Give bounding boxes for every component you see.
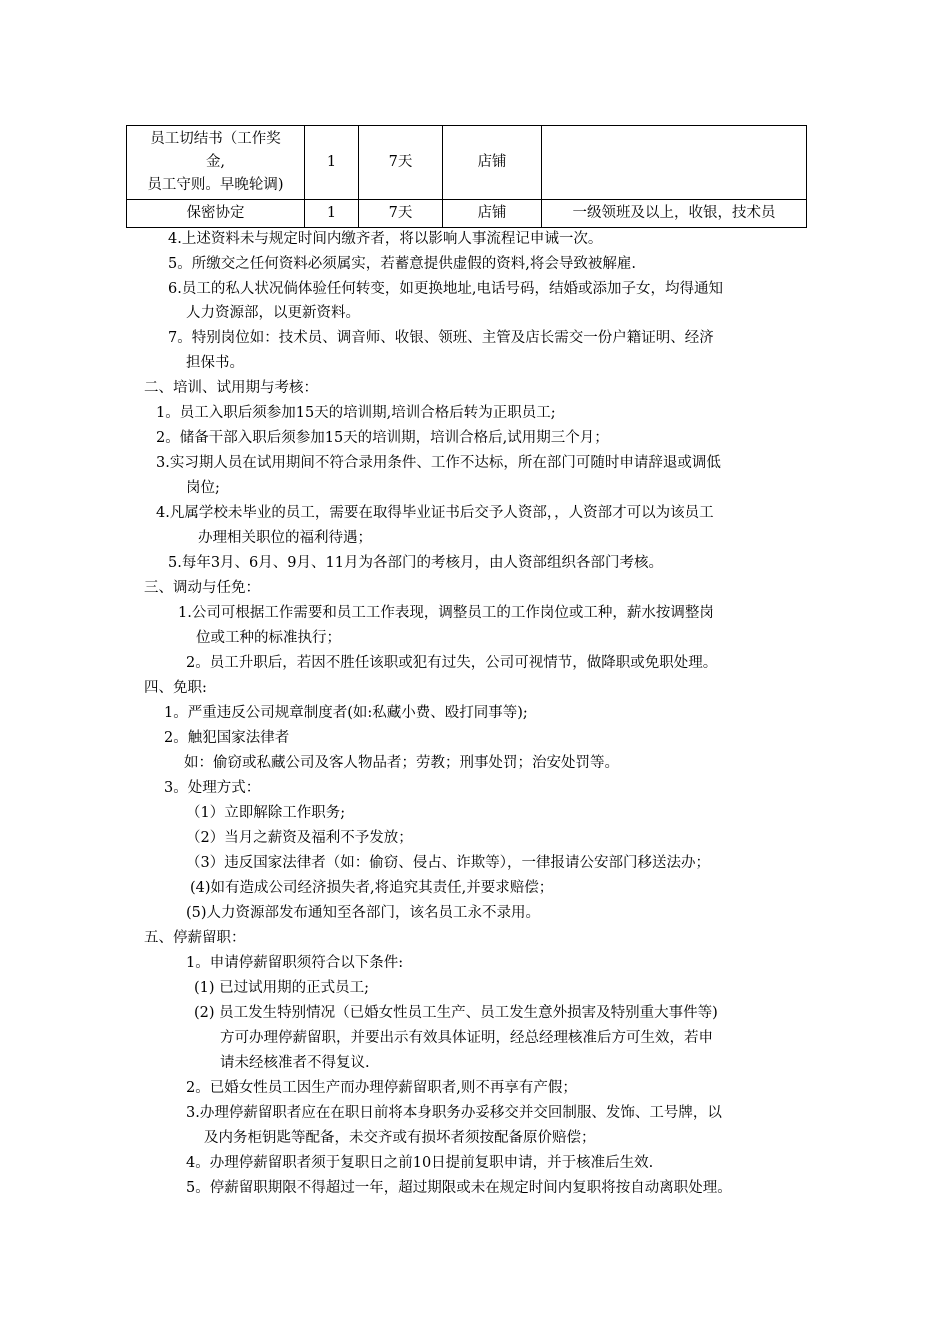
list-item: 3.办理停薪留职者应在在职日前将本身职务办妥移交并交回制服、发饰、工号牌，以 xyxy=(186,1105,722,1121)
list-item: 2。员工升职后，若因不胜任该职或犯有过失，公司可视情节，做降职或免职处理。 xyxy=(186,655,718,671)
place-cell: 店铺 xyxy=(443,126,542,200)
list-item: 5.每年3月、6月、9月、11月为各部门的考核月，由人资部组织各部门考核。 xyxy=(168,555,663,571)
list-item: 2。触犯国家法律者 xyxy=(164,730,290,746)
list-item: 1。严重违反公司规章制度者(如:私藏小费、殴打同事等); xyxy=(164,705,528,721)
list-item: 4.上述资料未与规定时间内缴齐者，将以影响人事流程记申诫一次。 xyxy=(168,231,603,247)
item-text-line: 金, xyxy=(205,154,226,170)
list-item: 2。储备干部入职后须参加15天的培训期，培训合格后,试用期三个月； xyxy=(156,430,609,446)
sub-item: (1) 已过试用期的正式员工; xyxy=(194,980,370,996)
item-text-line: 员工守则。早晚轮调) xyxy=(147,177,284,193)
list-item: 5。所缴交之任何资料必须属实，若蓄意提供虚假的资料,将会导致被解雇. xyxy=(168,256,636,272)
sub-item: (4)如有造成公司经济损失者,将追究其责任,并要求赔偿； xyxy=(190,880,554,896)
list-item: 4。办理停薪留职者须于复职日之前10日提前复职申请，并于核准后生效. xyxy=(186,1155,654,1171)
sub-item: （2）当月之薪资及福利不予发放； xyxy=(186,830,413,846)
quantity-cell: 1 xyxy=(305,126,359,200)
list-item-continuation: 岗位; xyxy=(186,480,220,496)
sub-item: (5)人力资源部发布通知至各部门，该名员工永不录用。 xyxy=(186,905,541,921)
list-item: 7。特别岗位如：技术员、调音师、收银、领班、主管及店长需交一份户籍证明、经济 xyxy=(168,330,714,346)
list-item-continuation: 担保书。 xyxy=(186,355,244,371)
list-item-continuation: 位或工种的标准执行； xyxy=(196,630,341,646)
item-cell: 保密协定 xyxy=(127,200,305,228)
days-cell: 7天 xyxy=(359,126,443,200)
item-cell xyxy=(127,126,305,200)
section-heading: 四、免职: xyxy=(144,680,207,696)
list-item-continuation: 及内务柜钥匙等配备，未交齐或有损坏者须按配备原价赔偿； xyxy=(204,1130,596,1146)
note-cell xyxy=(542,126,807,200)
list-item: 3。处理方式： xyxy=(164,780,261,796)
list-item: 1。员工入职后须参加15天的培训期,培训合格后转为正职员工; xyxy=(156,405,556,421)
days-cell: 7天 xyxy=(359,200,443,228)
table-row xyxy=(127,126,807,200)
list-item: 1。申请停薪留职须符合以下条件: xyxy=(186,955,404,971)
item-text-line: 员工切结书（工作奖 xyxy=(150,131,281,147)
list-item-continuation: 办理相关职位的福利待遇； xyxy=(198,530,372,546)
sub-item-continuation: 方可办理停薪留职，并要出示有效具体证明，经总经理核准后方可生效，若申 xyxy=(220,1030,713,1046)
section-heading: 三、调动与任免： xyxy=(144,580,260,596)
quantity-cell: 1 xyxy=(305,200,359,228)
document-table xyxy=(126,125,807,228)
list-item: 4.凡属学校未毕业的员工，需要在取得毕业证书后交予人资部，，人资部才可以为该员工 xyxy=(156,505,714,521)
sub-item: (2) 员工发生特别情况（已婚女性员工生产、员工发生意外损害及特别重大事件等) xyxy=(194,1005,718,1021)
list-item: 1.公司可根据工作需要和员工工作表现，调整员工的工作岗位或工种，薪水按调整岗 xyxy=(178,605,714,621)
list-item: 6.员工的私人状况倘体验任何转变，如更换地址,电话号码，结婚或添加子女，均得通知 xyxy=(168,281,723,297)
sub-item-continuation: 请未经核准者不得复议. xyxy=(220,1055,370,1071)
note-cell: 一级领班及以上，收银，技术员 xyxy=(542,200,807,228)
list-item: 5。停薪留职期限不得超过一年，超过期限或未在规定时间内复职将按自动离职处理。 xyxy=(186,1180,732,1196)
list-item-example: 如：偷窃或私藏公司及客人物品者；劳教；刑事处罚；治安处罚等。 xyxy=(184,755,619,771)
section-heading: 五、停薪留职： xyxy=(144,930,246,946)
list-item: 2。已婚女性员工因生产而办理停薪留职者,则不再享有产假； xyxy=(186,1080,577,1096)
sub-item: （3）违反国家法律者（如：偷窃、侵占、诈欺等），一律报请公安部门移送法办； xyxy=(186,855,710,871)
list-item: 3.实习期人员在试用期间不符合录用条件、工作不达标，所在部门可随时申请辞退或调低 xyxy=(156,455,721,471)
section-heading: 二、培训、试用期与考核： xyxy=(144,380,318,396)
table-row xyxy=(127,200,807,228)
sub-item: （1）立即解除工作职务; xyxy=(186,805,346,821)
place-cell: 店铺 xyxy=(443,200,542,228)
list-item-continuation: 人力资源部，以更新资料。 xyxy=(186,305,360,321)
